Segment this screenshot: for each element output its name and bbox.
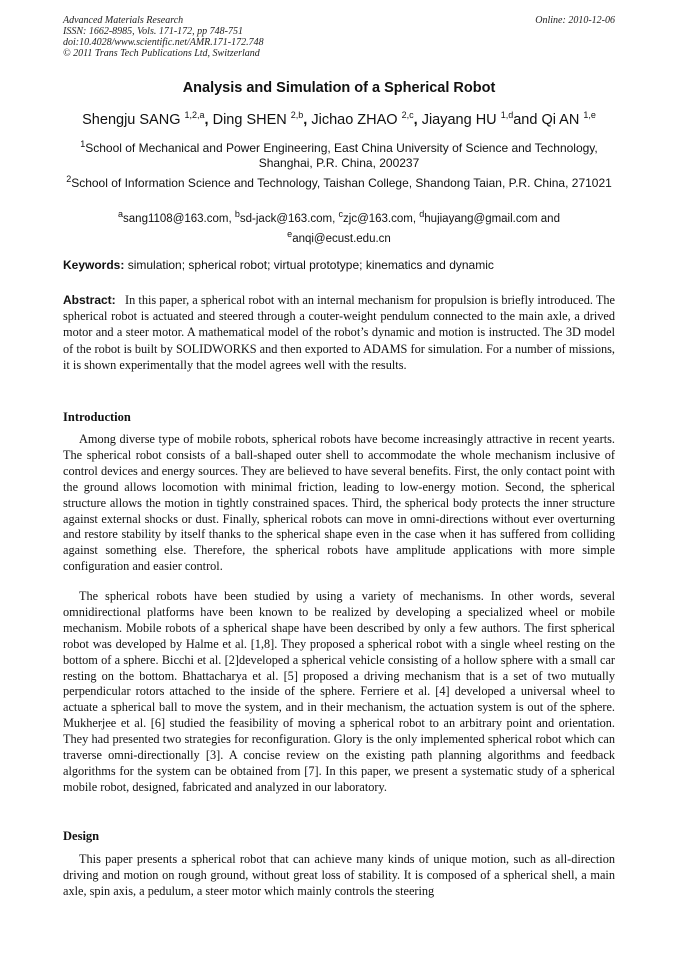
- journal-name: Advanced Materials Research: [63, 15, 184, 26]
- author-and: and: [513, 111, 538, 128]
- email-list: [63, 207, 615, 247]
- email-e[interactable]: anqi@ecust.edu.cn: [292, 232, 391, 245]
- intro-paragraph-2: The spherical robots have been studied by using a variety of mechanisms. In other words, several omnidirectional platforms have been known to be realized by developing a specialized wheel or mobile mechanism. Mobile robots of a spherical shape have been described by only a few authors. The first spherical robot was developed by Halme et al. [1,8]. They proposed a spherical robot with a single wheel resting on the bottom of a sphere. Bicchi et al. [2]developed a spherical vehicle consisting of a hollow sphere with a small car resting on the bottom. Bhattacharya et al. [5] proposed a driving mechanism that is a set of two mutually perpendicular rotors attached to the inside of the sphere. Ferriere et al. [4] developed a universal wheel to actuate a spherical ball to move the system, and in their mechanism, the actuation system is out of the sphere. Mukherjee et al. [6] studied the feasibility of moving a spherical robot to an arbitrary point and orientation. They had presented two strategies for reconfiguration. Glory is the only implemented spherical robot which can traverse omni-directionally [3]. A concise review on the existing path planning algorithms and feedback algorithms for the system can be obtained from [7]. In this paper, we present a systematic study of a spherical mobile robot, designed, fabricated and analyzed in our laboratory.: [63, 589, 615, 794]
- author-name: Jichao ZHAO: [311, 111, 398, 128]
- paper-title: Analysis and Simulation of a Spherical Robot: [182, 80, 496, 96]
- affiliation: [63, 137, 615, 171]
- keywords-label: Keywords:: [63, 258, 125, 272]
- author-list: [0, 110, 678, 128]
- author-sup: 2,c: [401, 110, 414, 120]
- affiliation-text: School of Mechanical and Power Engineering, East China University of Science and Technology, Shanghai, P.R. China, 200237: [85, 141, 598, 170]
- online-date: Online: 2010-12-06: [535, 15, 615, 26]
- section-heading-introduction: Introduction: [63, 410, 131, 424]
- journal-header: [63, 15, 615, 59]
- intro-paragraph-1: Among diverse type of mobile robots, spherical robots have become increasingly attractive in recent yearts. The spherical robot consists of a ball-shaped outer shell to accommodate the whole mechanism inclusive of control devices and energy sources. They are believed to have several benefits. First, the only contact point with the ground allows locomotion with minimal friction, leading to low-energy motion. Second, the spherical structure allows the motion in tightly constrained spaces. Third, the spherical body protects the inner structure against external shocks or dust. Finally, spherical robots can move in omni-directions without ever overturning and restore stability by itself thanks to the spherical shape even in the case when it has suffered from colliding against something else. Therefore, the spherical robots have amplitude applications with more simple configuration and easier control.: [63, 432, 615, 574]
- email-sup: a: [118, 209, 124, 219]
- abstract: [63, 292, 615, 373]
- author-name: Qi AN: [541, 111, 580, 128]
- author-separator: ,: [413, 111, 418, 128]
- author-name: Ding SHEN: [212, 111, 287, 128]
- email-sup: b: [234, 209, 240, 219]
- author-separator: ,: [303, 111, 308, 128]
- email-d[interactable]: hujiayang@gmail.com and: [424, 212, 560, 225]
- design-paragraph-1: This paper presents a spherical robot that can achieve many kinds of unique motion, such as all-direction driving and motion on rough ground, without great loss of stability. It is composed of a spherical shell, a main axle, spin axis, a pedulum, a steer motor which mainly controls the steering: [63, 852, 615, 898]
- email-sup: e: [287, 228, 293, 239]
- abstract-text: In this paper, a spherical robot with an internal mechanism for propulsion is briefly introduced. The spherical robot is actuated and steered through a couter-weight pendulum connected to the main axle, a drived motor and a steer motor. A mathematical model of the robot’s dynamic and motion is instructed. The 3D model of the robot is built by SOLIDWORKS and then exported to ADAMS for simulation. For a number of missions, it is shown experimentally that the model agrees well with the results.: [63, 293, 615, 372]
- author-sup: 1,d: [500, 110, 514, 120]
- author-sup: 1,e: [583, 110, 596, 120]
- issn: ISSN: 1662-8985, Vols. 171-172, pp 748-751: [63, 26, 243, 37]
- author-separator: ,: [204, 111, 209, 128]
- email-sup: d: [419, 209, 425, 219]
- doi: doi:10.4028/www.scientific.net/AMR.171-172.748: [63, 37, 264, 48]
- author-name: Shengju SANG: [82, 111, 181, 128]
- email-sup: c: [338, 209, 344, 219]
- author-sup: 1,2,a: [184, 110, 205, 120]
- keywords: [63, 258, 615, 272]
- affiliation-sup: 2: [66, 174, 72, 184]
- email-a[interactable]: sang1108@163.com,: [123, 212, 232, 225]
- section-heading-design: Design: [63, 829, 100, 843]
- affiliation-text: School of Information Science and Technology, Taishan College, Shandong Taian, P.R. China, 271021: [71, 176, 612, 190]
- email-b[interactable]: sd-jack@163.com,: [239, 212, 336, 225]
- keywords-text: simulation; spherical robot; virtual prototype; kinematics and dynamic: [127, 258, 494, 272]
- author-name: Jiayang HU: [421, 111, 497, 128]
- email-c[interactable]: zjc@163.com,: [343, 212, 417, 225]
- abstract-label: Abstract:: [63, 293, 116, 307]
- copyright: © 2011 Trans Tech Publications Ltd, Switzerland: [63, 48, 260, 59]
- affiliation-sup: 1: [80, 139, 86, 149]
- author-sup: 2,b: [290, 110, 304, 120]
- affiliation: [63, 172, 615, 191]
